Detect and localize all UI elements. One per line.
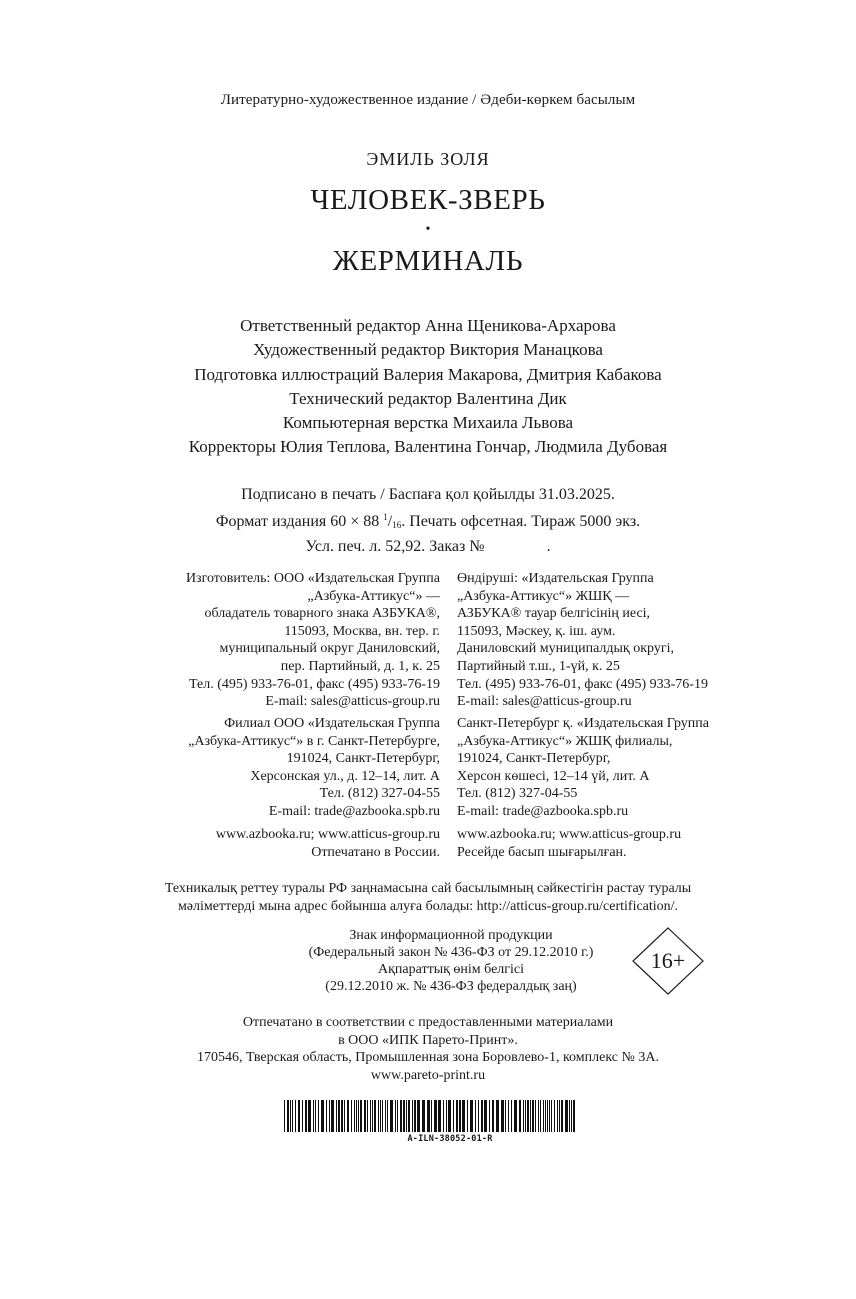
barcode-bar: [438, 1100, 441, 1132]
certification-line: Техникалық реттеу туралы РФ заңнамасына сай басылымның сәйкестігін растау туралы: [164, 881, 692, 896]
book-title-2: ЖЕРМИНАЛЬ: [332, 245, 524, 277]
branch-ru-line: Тел. (812) 327-04-55: [319, 786, 440, 802]
barcode-bar: [380, 1100, 381, 1132]
barcode-bar: [530, 1100, 531, 1132]
print-info: [0, 484, 856, 558]
barcode-bar: [565, 1100, 568, 1132]
manufacturer-ru-line: Изготовитель: ООО «Издательская Группа: [185, 571, 440, 586]
barcode-bar: [525, 1100, 526, 1132]
barcode-bar: [414, 1100, 416, 1132]
barcode-bar: [557, 1100, 558, 1132]
barcode-bar: [448, 1100, 451, 1132]
printing-house-website: www.pareto-print.ru: [370, 1067, 486, 1083]
barcode-bar: [326, 1100, 327, 1132]
branch-kz-email: E-mail: trade@azbooka.spb.ru: [457, 803, 629, 819]
barcode-bar: [406, 1100, 407, 1132]
barcode-bar: [478, 1100, 479, 1132]
barcode-bar: [370, 1100, 371, 1132]
barcode-bar: [514, 1100, 517, 1132]
certification-note: [0, 880, 856, 916]
sheets-order-line: [0, 536, 856, 558]
barcode-bar: [347, 1100, 349, 1132]
barcode-bar: [540, 1100, 541, 1132]
printed-in-russia-kz: Ресейде басып шығарылған.: [457, 844, 627, 860]
printing-house-line: в ООО «ИПК Парето-Принт».: [338, 1032, 518, 1048]
sheets-order-end: .: [546, 538, 551, 555]
branch-ru-line: Херсонская ул., д. 12–14, лит. А: [250, 768, 440, 784]
barcode-bar: [378, 1100, 379, 1132]
credit-line: Подготовка иллюстраций Валерия Макарова, Дмитрия Кабакова: [194, 364, 662, 384]
barcode-bar: [374, 1100, 376, 1132]
book-title-1: ЧЕЛОВЕК-ЗВЕРЬ: [310, 184, 546, 216]
barcode-bar: [318, 1100, 319, 1132]
manufacturer-kz-line: „Азбука-Аттикус“» ЖШҚ —: [457, 588, 630, 604]
barcode-bar: [535, 1100, 536, 1132]
age-rating-badge: [632, 927, 704, 995]
branch-ru-line: 191024, Санкт-Петербург,: [286, 751, 440, 767]
branch-kz-line: 191024, Санкт-Петербург,: [457, 751, 611, 767]
barcode-bar: [571, 1100, 572, 1132]
barcode-bar: [331, 1100, 334, 1132]
barcode-bar: [395, 1100, 396, 1132]
credit-line: Ответственный редактор Анна Щеникова-Архарова: [240, 316, 616, 335]
branch-kz: [457, 715, 787, 821]
barcode-bar: [422, 1100, 425, 1132]
barcode-bar: [372, 1100, 373, 1132]
certification-line: мәліметтерді мына адрес бойынша алуға болады: http://atticus-group.ru/certification/.: [177, 899, 679, 914]
barcode-bar: [403, 1100, 405, 1132]
barcode-icon: [284, 1100, 576, 1132]
barcode-bar: [329, 1100, 330, 1132]
barcode-bar: [545, 1100, 546, 1132]
fraction-numerator: 1: [383, 512, 388, 522]
credit-line: Корректоры Юлия Теплова, Валентина Гончар, Людмила Дубовая: [188, 437, 668, 457]
barcode-bar: [287, 1100, 289, 1132]
barcode-bar: [308, 1100, 311, 1132]
barcode-bar: [532, 1100, 534, 1132]
printing-house-info: [0, 1014, 856, 1084]
sheets-order: Усл. печ. л. 52,92. Заказ №: [305, 538, 485, 555]
barcode-bar: [358, 1100, 359, 1132]
barcode-bar: [295, 1100, 296, 1132]
credit-line: Технический редактор Валентина Дик: [289, 388, 567, 408]
barcode-bar: [527, 1100, 529, 1132]
barcode-bar: [489, 1100, 490, 1132]
format-suffix: . Печать офсетная. Тираж 5000 экз.: [401, 513, 641, 530]
manufacturer-ru-line: обладатель товарного знака АЗБУКА®,: [204, 606, 440, 622]
barcode-bar: [341, 1100, 343, 1132]
info-sign-line: (29.12.2010 ж. № 436-ФЗ федералдық заң): [325, 979, 577, 994]
information-product-sign: [270, 927, 632, 995]
manufacturer-ru-line: муниципальный округ Даниловский,: [219, 641, 440, 657]
web-kz: [457, 826, 787, 861]
barcode-bar: [412, 1100, 413, 1132]
branch-kz-line: Санкт-Петербург қ. «Издательская Группа: [457, 716, 709, 731]
barcode-bar: [408, 1100, 410, 1132]
credit-line: Компьютерная верстка Михаила Львова: [282, 413, 574, 433]
info-sign-line: (Федеральный закон № 436-ФЗ от 29.12.2010 г.): [308, 945, 594, 960]
barcode-bar: [313, 1100, 314, 1132]
manufacturer-kz: [457, 570, 787, 711]
barcode-bar: [417, 1100, 420, 1132]
barcode-bar: [547, 1100, 548, 1132]
barcode-bar: [315, 1100, 316, 1132]
barcode-bar: [390, 1100, 393, 1132]
barcode-bar: [298, 1100, 300, 1132]
barcode-bar: [292, 1100, 293, 1132]
barcode-bar: [573, 1100, 575, 1132]
barcode-bar: [434, 1100, 437, 1132]
manufacturer-ru-line: Тел. (495) 933-76-01, факс (495) 933-76-19: [189, 676, 440, 692]
manufacturer-ru: [100, 570, 440, 711]
barcode-bar: [492, 1100, 494, 1132]
barcode-bar: [453, 1100, 454, 1132]
signed-to-print: Подписано в печать / Баспаға қол қойылды 31.03.2025.: [241, 486, 615, 503]
barcode-bar: [559, 1100, 560, 1132]
fraction-denominator: 16: [392, 520, 402, 530]
barcode-bar: [462, 1100, 465, 1132]
barcode-bar: [523, 1100, 524, 1132]
editorial-credits: [0, 314, 856, 460]
manufacturer-kz-line: Өндіруші: «Издательская Группа: [457, 571, 654, 586]
branch-ru-email: E-mail: trade@azbooka.spb.ru: [268, 803, 440, 819]
barcode-bar: [427, 1100, 430, 1132]
manufacturer-kz-email: E-mail: sales@atticus-group.ru: [457, 694, 632, 710]
barcode-bar: [505, 1100, 506, 1132]
author-name: ЭМИЛЬ ЗОЛЯ: [366, 149, 490, 169]
manufacturer-kz-line: Даниловский муниципалдық округі,: [457, 641, 674, 657]
barcode-bar: [481, 1100, 483, 1132]
barcode-bar: [543, 1100, 544, 1132]
manufacturer-ru-line: пер. Партийный, д. 1, к. 25: [280, 658, 440, 674]
branch-ru-line: „Азбука-Аттикус“» в г. Санкт-Петербурге,: [188, 733, 440, 749]
branch-kz-line: Тел. (812) 327-04-55: [457, 786, 578, 802]
barcode-bar: [508, 1100, 509, 1132]
manufacturer-ru-email: E-mail: sales@atticus-group.ru: [265, 694, 440, 710]
barcode-bar: [511, 1100, 512, 1132]
barcode-bar: [519, 1100, 521, 1132]
manufacturer-ru-line: „Азбука-Аттикус“» —: [307, 588, 440, 604]
barcode-bar: [387, 1100, 388, 1132]
branch-ru-line: Филиал ООО «Издательская Группа: [224, 716, 440, 731]
barcode-bar: [290, 1100, 291, 1132]
barcode-bar: [336, 1100, 337, 1132]
info-sign-line: Ақпараттық өнім белгісі: [377, 962, 525, 977]
barcode-bar: [561, 1100, 563, 1132]
barcode-bar: [367, 1100, 368, 1132]
printed-in-russia: Отпечатано в России.: [311, 844, 440, 860]
web-ru: [100, 826, 440, 861]
barcode-bar: [284, 1100, 285, 1132]
format-line: [0, 506, 856, 536]
age-rating-label: 16+: [650, 948, 686, 973]
format-prefix: Формат издания 60 × 88: [215, 513, 384, 530]
manufacturer-kz-line: 115093, Мәскеу, қ. іш. аум.: [457, 623, 616, 639]
barcode-bar: [431, 1100, 432, 1132]
credit-line: Художественный редактор Виктория Манацкова: [253, 340, 603, 360]
printing-house-address: 170546, Тверская область, Промышленная зона Боровлево-1, комплекс № 3А.: [197, 1050, 659, 1065]
barcode-bar: [446, 1100, 447, 1132]
branch-ru: [100, 715, 440, 821]
barcode-bar: [569, 1100, 570, 1132]
barcode-bar: [305, 1100, 307, 1132]
barcode-bar: [338, 1100, 340, 1132]
barcode-bar: [351, 1100, 352, 1132]
barcode-bar: [496, 1100, 499, 1132]
barcode-bar: [302, 1100, 303, 1132]
manufacturer-kz-line: Партийный т.ш., 1-үй, к. 25: [457, 658, 620, 674]
barcode-bar: [554, 1100, 555, 1132]
info-sign-line: Знак информационной продукции: [349, 928, 553, 943]
barcode-bar: [501, 1100, 504, 1132]
printing-house-line: Отпечатано в соответствии с предоставленными материалами: [242, 1015, 614, 1030]
barcode-bar: [354, 1100, 355, 1132]
barcode-code: A-ILN-38052-01-R: [407, 1134, 493, 1144]
barcode-bar: [382, 1100, 383, 1132]
barcode-bar: [385, 1100, 386, 1132]
barcode-bar: [321, 1100, 324, 1132]
edition-type: Литературно-художественное издание / Әдеби-көркем басылым: [220, 92, 636, 108]
barcode-bar: [549, 1100, 550, 1132]
barcode-bar: [397, 1100, 398, 1132]
barcode-bar: [356, 1100, 357, 1132]
barcode-bar: [344, 1100, 345, 1132]
barcode-bar: [459, 1100, 461, 1132]
websites-kz: www.azbooka.ru; www.atticus-group.ru: [457, 827, 682, 842]
format-fraction: [383, 513, 401, 530]
barcode-bar: [551, 1100, 552, 1132]
barcode-bar: [360, 1100, 362, 1132]
manufacturer-kz-line: АЗБУКА® тауар белгісінің иесі,: [457, 606, 651, 622]
barcode-bar: [467, 1100, 468, 1132]
websites-ru: www.azbooka.ru; www.atticus-group.ru: [215, 827, 440, 842]
manufacturer-ru-line: 115093, Москва, вн. тер. г.: [284, 623, 440, 639]
barcode-bar: [470, 1100, 473, 1132]
barcode-bar: [475, 1100, 476, 1132]
barcode-bar: [456, 1100, 458, 1132]
barcode-bar: [484, 1100, 487, 1132]
fraction-slash: /: [387, 513, 393, 530]
barcode-bar: [538, 1100, 539, 1132]
manufacturer-kz-line: Тел. (495) 933-76-01, факс (495) 933-76-19: [457, 676, 708, 692]
barcode-bar: [400, 1100, 402, 1132]
branch-kz-line: „Азбука-Аттикус“» ЖШҚ филиалы,: [457, 733, 673, 749]
branch-kz-line: Херсон көшесі, 12–14 үй, лит. А: [457, 768, 650, 784]
barcode-bar: [364, 1100, 366, 1132]
barcode-bar: [443, 1100, 444, 1132]
title-separator-bullet: •: [425, 222, 431, 237]
